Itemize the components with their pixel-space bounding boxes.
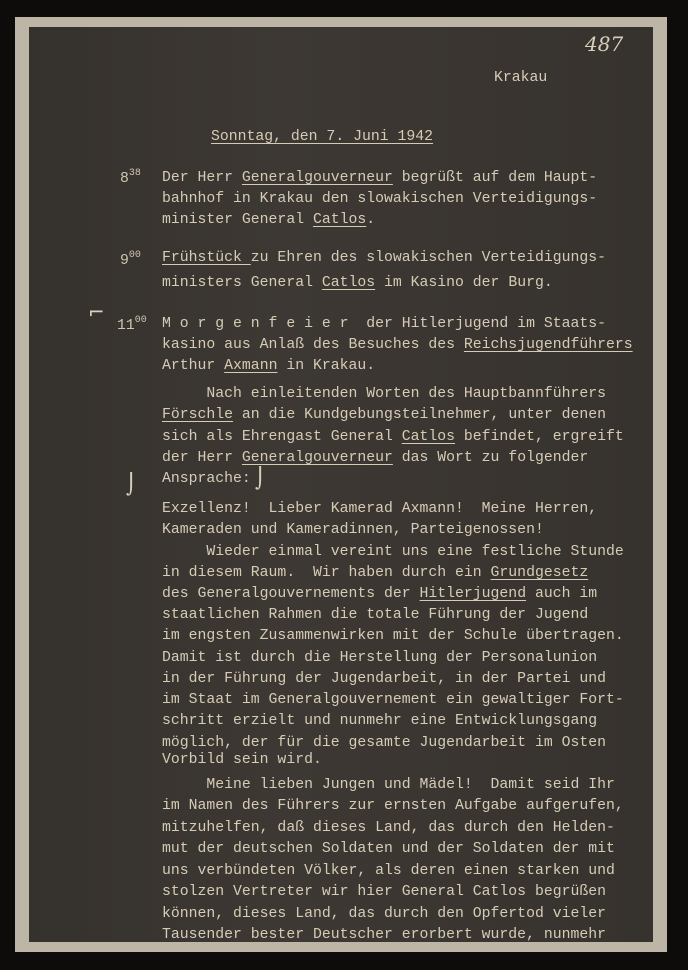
time-838: $8^{38}$ <box>120 168 141 187</box>
text-segment: kasino aus Anlaß des Besuches des <box>162 337 464 353</box>
text-line <box>162 357 375 375</box>
text-segment: auch im <box>526 586 598 602</box>
place-heading: Krakau <box>494 70 548 86</box>
underlined-text: Axmann <box>224 358 278 374</box>
text-segment: des Generalgouvernements der <box>162 586 420 602</box>
text-line <box>162 500 597 518</box>
underlined-text: Reichsjugendführers <box>463 337 633 353</box>
text-segment: Wieder einmal vereint uns eine festliche Stunde <box>162 544 624 560</box>
text-line <box>162 797 624 815</box>
text-segment: der Herr <box>162 450 242 466</box>
underlined-text: Catlos <box>312 212 367 228</box>
text-segment: Nach einleitenden Worten des Hauptbannführers <box>162 386 606 402</box>
text-line <box>162 449 588 467</box>
text-segment: Exzellenz! Lieber Kamerad Axmann! Meine Herren, <box>162 501 598 517</box>
underlined-text: Catlos <box>401 429 456 445</box>
text-line <box>162 315 606 333</box>
text-line <box>162 543 624 561</box>
text-segment: an die Kundgebungsteilnehmer, unter denen <box>233 407 606 423</box>
text-line <box>162 840 615 858</box>
text-segment: mut der deutschen Soldaten und der Soldaten der mit <box>162 841 615 857</box>
underlined-text: Catlos <box>321 275 376 291</box>
text-line <box>162 627 624 645</box>
text-segment: minister General <box>162 212 313 228</box>
bracket-mark-close: ⌡ <box>126 472 137 496</box>
text-segment: M o r g e n f e i e r der Hitlerjugend im Staats- <box>162 316 606 332</box>
text-segment: mitzuhelfen, daß dieses Land, das durch den Helden- <box>162 820 615 836</box>
text-line <box>162 406 606 424</box>
text-line <box>162 606 588 624</box>
text-line <box>162 249 606 267</box>
text-line <box>162 470 251 488</box>
text-line <box>162 862 615 880</box>
text-segment: bahnhof in Krakau den slowakischen Verteidigungs- <box>162 191 598 207</box>
text-segment: in diesem Raum. Wir haben durch ein <box>162 565 491 581</box>
text-segment: können, dieses Land, das durch den Opfertod vieler <box>162 906 606 922</box>
text-line <box>162 274 553 292</box>
text-segment: Vorbild sein wird. <box>162 752 322 768</box>
text-segment: sich als Ehrengast General <box>162 429 402 445</box>
text-segment: Meine lieben Jungen und Mädel! Damit seid Ihr <box>162 777 615 793</box>
text-segment: Tausender bester Deutscher erorbert wurde, nunmehr <box>162 927 606 943</box>
text-line <box>162 751 322 769</box>
text-segment: im Kasino der Burg. <box>375 275 553 291</box>
text-line <box>162 521 544 539</box>
bracket-mark-open: ⌐ <box>88 300 105 324</box>
date-heading: Sonntag, den 7. Juni 1942 <box>211 129 433 145</box>
text-segment: stolzen Vertreter wir hier General Catlos begrüßen <box>162 884 606 900</box>
text-segment: befindet, ergreift <box>455 429 624 445</box>
text-line <box>162 734 606 752</box>
text-segment: uns verbündeten Völker, als deren einen starken und <box>162 863 615 879</box>
text-segment: in der Führung der Jugendarbeit, in der Partei und <box>162 671 606 687</box>
text-line <box>162 691 624 709</box>
underlined-text: Hitlerjugend <box>419 586 527 602</box>
text-segment: in Krakau. <box>277 358 376 374</box>
text-segment: staatlichen Rahmen die totale Führung der Jugend <box>162 607 589 623</box>
text-segment: ministers General <box>162 275 322 291</box>
text-line <box>162 336 633 354</box>
text-segment: schritt erzielt und nunmehr eine Entwicklungsgang <box>162 713 598 729</box>
text-line <box>162 926 606 944</box>
text-line <box>162 670 606 688</box>
text-line <box>162 712 597 730</box>
text-line <box>162 564 588 582</box>
underlined-text: Grundgesetz <box>490 565 589 581</box>
text-line <box>162 776 615 794</box>
text-segment: im Staat im Generalgouvernement ein gewaltiger Fort- <box>162 692 624 708</box>
text-segment: möglich, der für die gesamte Jugendarbeit im Osten <box>162 735 606 751</box>
underlined-text: Förschle <box>162 407 234 423</box>
text-segment: zu Ehren des slowakischen Verteidigungs- <box>250 250 606 266</box>
text-segment: im engsten Zusammenwirken mit der Schule übertragen. <box>162 628 624 644</box>
text-segment: das Wort zu folgender <box>392 450 589 466</box>
time-900: $9^{00}$ <box>120 250 141 269</box>
text-line <box>162 585 597 603</box>
underlined-text: Generalgouverneur <box>241 170 393 186</box>
text-line <box>162 649 597 667</box>
text-line <box>162 428 624 446</box>
text-line <box>162 905 606 923</box>
text-segment: . <box>366 212 376 228</box>
text-line <box>162 883 606 901</box>
text-line <box>162 385 606 403</box>
text-segment: Der Herr <box>162 170 242 186</box>
text-segment: Kameraden und Kameradinnen, Parteigenossen! <box>162 522 544 538</box>
text-segment: Damit ist durch die Herstellung der Personalunion <box>162 650 598 666</box>
time-1100: $11^{00}$ <box>117 315 147 334</box>
text-segment: Arthur <box>162 358 225 374</box>
text-segment: im Namen des Führers zur ernsten Aufgabe aufgerufen, <box>162 798 624 814</box>
text-segment: Ansprache: <box>162 471 251 487</box>
underlined-text: Generalgouverneur <box>241 450 393 466</box>
text-line <box>162 190 597 208</box>
page-number: 487 <box>585 32 624 56</box>
underlined-text: Frühstück <box>162 250 251 266</box>
text-line <box>162 169 597 187</box>
text-segment: begrüßt auf dem Haupt- <box>392 170 598 186</box>
text-line <box>162 211 375 229</box>
text-line <box>162 819 615 837</box>
bracket-mark-close-inline: ⌡ <box>255 466 266 490</box>
